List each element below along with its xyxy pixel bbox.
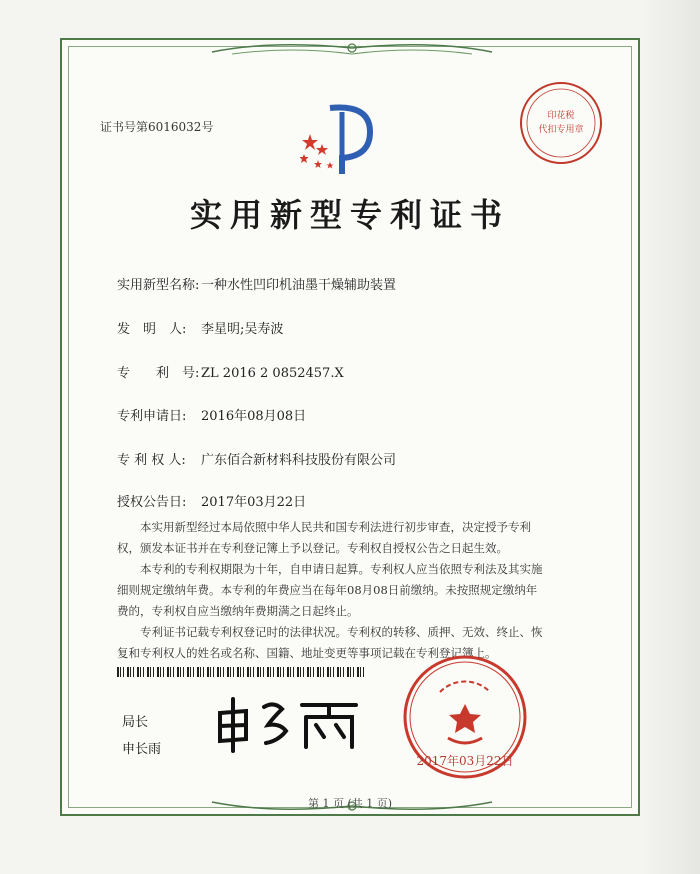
signature-title: 局长 — [122, 715, 149, 730]
director-signature — [212, 693, 362, 753]
tax-agent-seal — [516, 78, 606, 168]
top-ornament — [62, 38, 642, 60]
body-paragraph: 本专利的专利权期限为十年，自申请日起算。专利权人应当依照专利法及其实施细则规定缴纳年费。本专利的年费应当在每年08月08日前缴纳。未按照规定缴纳年费的，专利权自应当缴纳年费期满之日起终止。 — [117, 562, 543, 618]
field-label: 发 明 人: — [117, 322, 187, 337]
field-label: 授权公告日: — [117, 495, 187, 510]
certificate-title: 实用新型专利证书 — [189, 196, 510, 234]
field-patentee — [117, 449, 396, 468]
body-paragraph: 专利证书记载专利权登记时的法律状况。专利权的转移、质押、无效、终止、恢复和专利权人的姓名或名称、国籍、地址变更等事项记载在专利登记簿上。 — [117, 625, 543, 660]
field-label: 专利申请日: — [117, 409, 187, 424]
field-label: 专 利 号: — [117, 366, 200, 381]
field-value: 广东佰合新材料科技股份有限公司 — [201, 453, 397, 468]
patent-office-emblem-icon — [290, 98, 400, 178]
field-patent-number — [117, 362, 344, 381]
field-filing-date — [117, 405, 306, 424]
field-value: ZL 2016 2 0852457.X — [201, 366, 344, 381]
body-text — [117, 517, 547, 664]
barcode-strip — [117, 667, 367, 677]
field-value: 一种水性凹印机油墨干燥辅助装置 — [201, 278, 397, 293]
field-value: 2016年08月08日 — [201, 409, 307, 424]
field-value: 2017年03月22日 — [201, 495, 307, 510]
page-number: 第 1 页 (共 1 页) — [307, 797, 393, 810]
tax-seal-line1: 印花税 — [547, 111, 575, 121]
field-label: 实用新型名称: — [117, 278, 200, 293]
signature-name: 申长雨 — [122, 742, 162, 757]
page-edge-shadow — [640, 0, 700, 874]
seal-date: 2017年03月22日 — [416, 754, 514, 768]
tax-seal-line2: 代扣专用章 — [538, 125, 584, 135]
certificate-number: 证书号第6016032号 — [100, 120, 214, 134]
field-grant-date — [117, 491, 306, 510]
field-inventors — [117, 318, 283, 337]
field-name — [117, 274, 396, 293]
body-paragraph: 本实用新型经过本局依照中华人民共和国专利法进行初步审查，决定授予专利权，颁发本证书并在专利登记簿上予以登记。专利权自授权公告之日起生效。 — [117, 520, 531, 555]
field-label: 专 利 权 人: — [117, 453, 186, 468]
field-value: 李星明;吴寿波 — [201, 322, 284, 337]
